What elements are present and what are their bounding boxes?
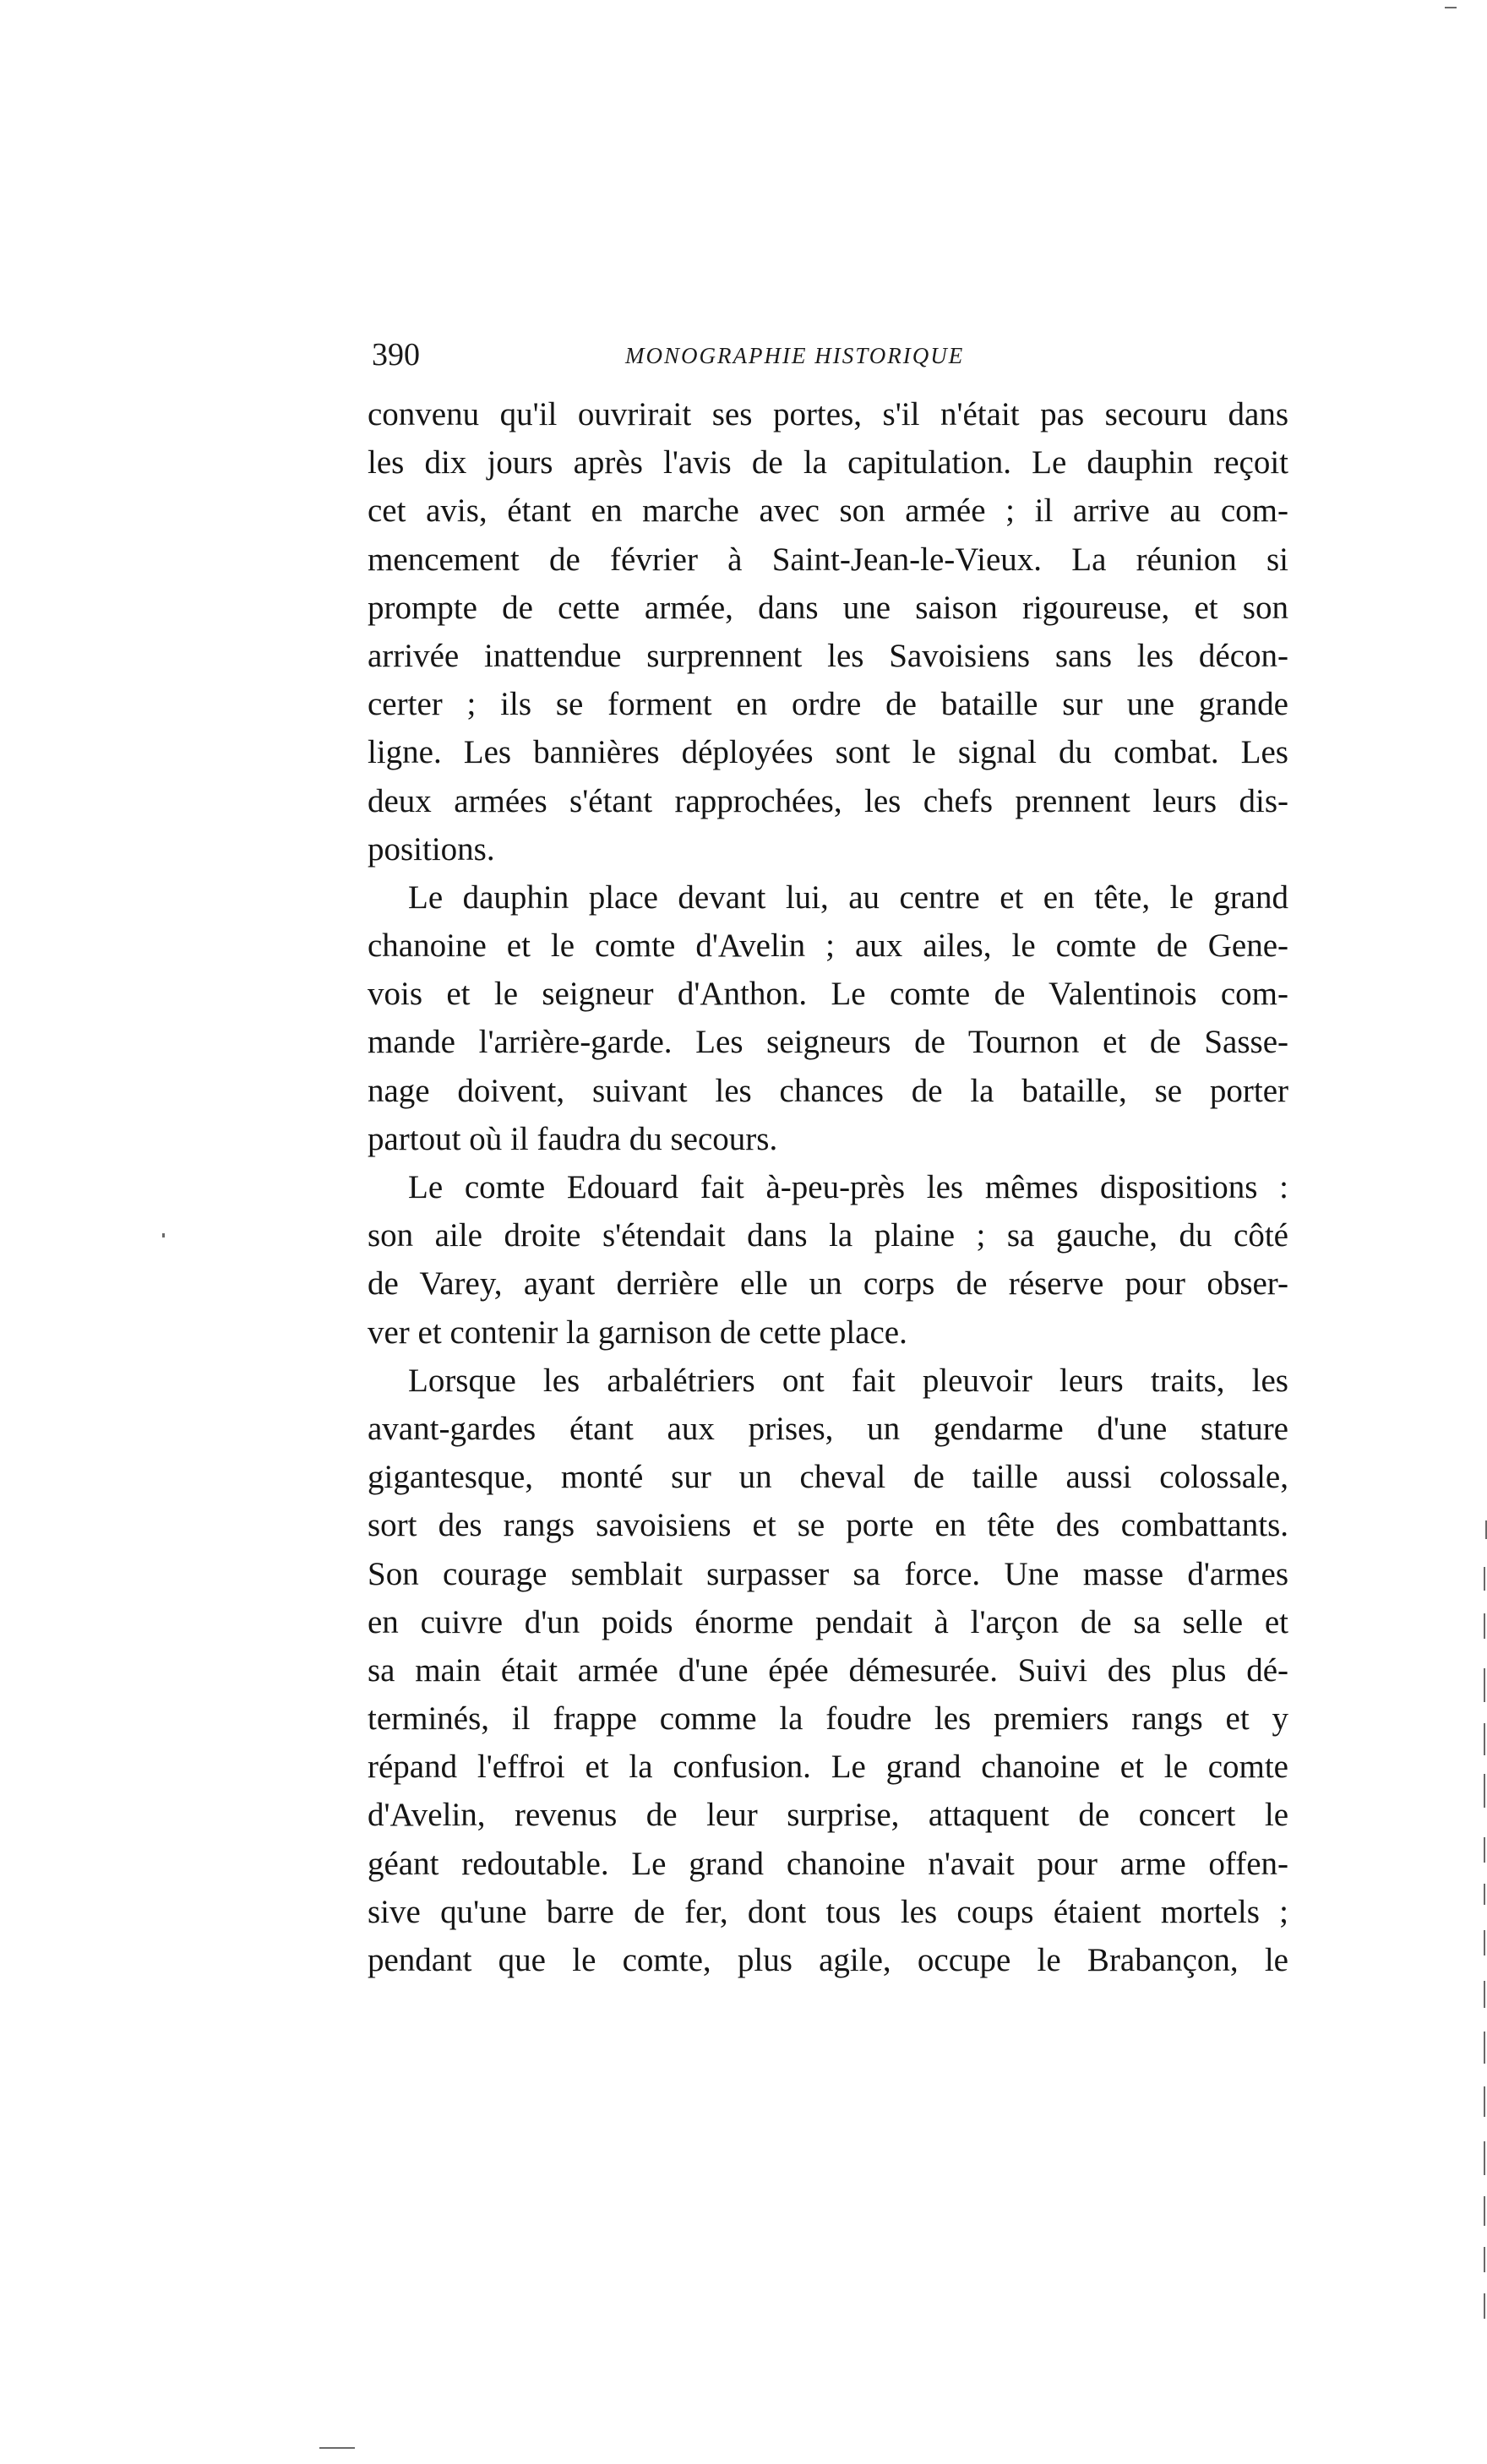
paragraph-3 [368,1163,1288,1357]
text-line: cet avis, étant en marche avec son armée ; il arrive au com- [368,492,1288,530]
paragraph-1 [368,390,1288,873]
text-line: convenu qu'il ouvrirait ses portes, s'il n'était pas secouru dans [368,396,1288,432]
text-line: nage doivent, suivant les chances de la bataille, se porter [368,1072,1288,1109]
scan-artifact [1484,2293,1485,2319]
scan-artifact [319,2447,355,2449]
text-line: sort des rangs savoisiens et se porte en tête des combattants. [368,1507,1288,1544]
scan-artifact [1445,7,1457,8]
text-line: mencement de février à Saint-Jean-le-Vieux. La réunion si [368,541,1288,578]
scan-artifact [1484,1884,1485,1905]
text-line: prompte de cette armée, dans une saison rigoureuse, et son [368,589,1288,626]
scan-artifact [162,1233,165,1237]
text-line: répand l'effroi et la confusion. Le grand chanoine et le comte [368,1749,1288,1786]
scan-artifact [1484,1668,1485,1702]
paragraph-2 [368,873,1288,1163]
text-line: pendant que le comte, plus agile, occupe le Brabançon, le [368,1942,1288,1978]
text-line: sa main était armée d'une épée démesurée. Suivi des plus dé- [368,1651,1288,1689]
text-line: positions. [368,830,495,868]
text-line: géant redoutable. Le grand chanoine n'avait pour arme offen- [368,1845,1288,1882]
text-line: Lorsque les arbalétriers ont fait pleuvoir leurs traits, les [408,1362,1288,1399]
text-line: Son courage semblait surpasser sa force. Une masse d'armes [368,1555,1288,1592]
scan-artifact [1484,2086,1485,2117]
text-line: vois et le seigneur d'Anthon. Le comte de Valentinois com- [368,976,1288,1013]
text-line: Le dauphin place devant lui, au centre et en tête, le grand [408,878,1288,916]
text-line: avant-gardes étant aux prises, un gendarme d'une stature [368,1410,1288,1447]
text-line: son aile droite s'étendait dans la plaine ; sa gauche, du côté [368,1217,1288,1254]
text-line: mande l'arrière-garde. Les seigneurs de Tournon et de Sasse- [368,1024,1288,1061]
paragraph-4 [368,1357,1288,1984]
text-line: en cuivre d'un poids énorme pendait à l'arçon de sa selle et [368,1603,1288,1640]
scan-artifact [1484,2247,1485,2272]
text-line: partout où il faudra du secours. [368,1120,778,1157]
text-line: ver et contenir la garnison de cette place. [368,1314,907,1351]
text-line: gigantesque, monté sur un cheval de taille aussi colossale, [368,1459,1288,1496]
running-title: MONOGRAPHIE HISTORIQUE [625,343,965,368]
text-line: d'Avelin, revenus de leur surprise, attaquent de concert le [368,1797,1288,1834]
scan-artifact [1484,1837,1485,1863]
body-text [368,390,1288,1984]
scan-artifact [1484,1567,1485,1591]
scan-artifact [1484,1613,1485,1639]
scan-artifact [1484,2032,1485,2064]
text-line: de Varey, ayant derrière elle un corps de réserve pour obser- [368,1265,1288,1303]
text-line: arrivée inattendue surprennent les Savoisiens sans les décon- [368,637,1288,674]
text-line: sive qu'une barre de fer, dont tous les coups étaient mortels ; [368,1893,1288,1930]
scan-artifact [1484,1930,1485,1955]
text-line: chanoine et le comte d'Avelin ; aux ailes, le comte de Gene- [368,927,1288,965]
text-line: ligne. Les bannières déployées sont le signal du combat. Les [368,734,1288,771]
text-line: certer ; ils se forment en ordre de bataille sur une grande [368,686,1288,723]
scan-artifact [1484,1981,1485,2008]
page-header [372,336,1284,387]
scan-artifact [1484,1774,1485,1808]
text-line: Le comte Edouard fait à-peu-près les mêmes dispositions : [408,1169,1288,1205]
scan-artifact [1484,2196,1485,2226]
text-line: terminés, il frappe comme la foudre les premiers rangs et y [368,1700,1288,1738]
page-number: 390 [372,337,420,373]
text-line: deux armées s'étant rapprochées, les chefs prennent leurs dis- [368,782,1288,819]
scan-artifact [1484,2141,1485,2175]
scan-artifact [1484,1723,1485,1755]
text-line: les dix jours après l'avis de la capitulation. Le dauphin reçoit [368,444,1288,481]
